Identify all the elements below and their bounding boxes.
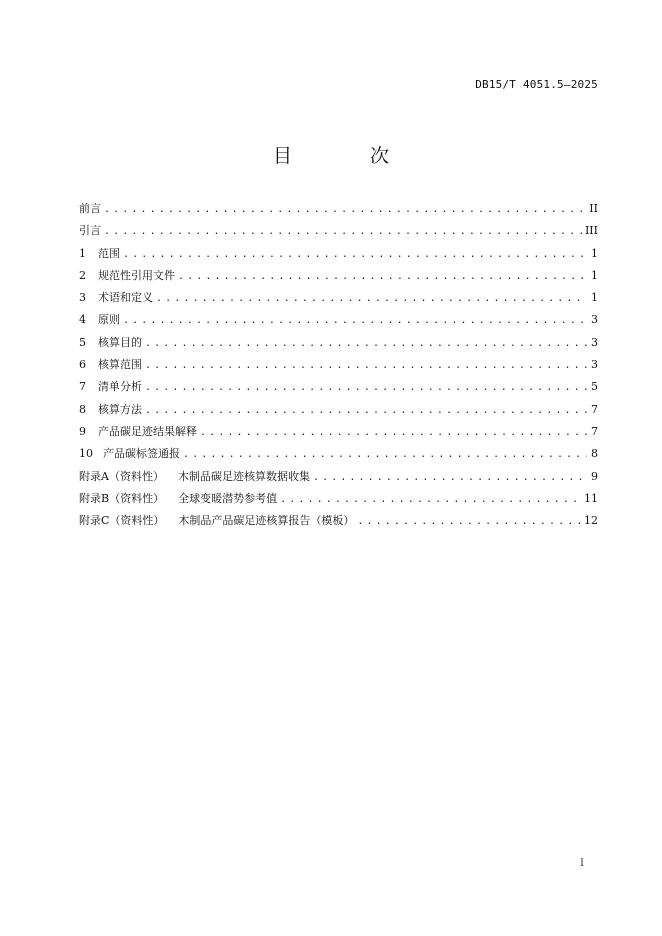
toc-entry-label: 核算范围 <box>98 358 142 372</box>
toc-leader-dots <box>123 246 587 264</box>
toc-entry-page: 1 <box>591 246 598 260</box>
toc-entry-label: 产品碳标签通报 <box>103 447 180 461</box>
toc-entry-5[interactable] <box>79 334 598 356</box>
toc-entry-label: 原则 <box>98 313 120 327</box>
toc-leader-dots <box>313 469 587 487</box>
toc-entry-label: 引言 <box>79 224 101 238</box>
toc-leader-dots <box>123 312 587 330</box>
toc-entry-page: 1 <box>591 291 598 305</box>
toc-entry-label: 核算目的 <box>98 335 142 349</box>
toc-entry-number: 7 <box>79 380 86 394</box>
toc-entry-page: 1 <box>591 268 598 282</box>
toc-entry-number: 4 <box>79 313 86 327</box>
toc-entry-page: III <box>584 224 598 238</box>
toc-leader-dots <box>145 379 587 397</box>
toc-entry-label: 附录A（资料性） <box>79 469 164 483</box>
toc-entry-page: 9 <box>591 469 598 483</box>
toc-entry-page: 7 <box>591 424 598 438</box>
toc-entry-10[interactable] <box>79 445 598 467</box>
toc-entry-subtitle: 木制品碳足迹核算数据收集 <box>177 469 310 483</box>
toc-entry-3[interactable] <box>79 289 598 311</box>
toc-entry-page: 8 <box>591 447 598 461</box>
document-code: DB15/T 4051.5—2025 <box>475 78 598 91</box>
toc-title: 目 次 <box>272 145 426 167</box>
toc-entry-subtitle: 木制品产品碳足迹核算报告（模板） <box>178 514 355 528</box>
toc-entry-label: 产品碳足迹结果解释 <box>98 424 197 438</box>
toc-entry-number: 8 <box>79 402 86 416</box>
toc-entry-appendix-c[interactable] <box>79 512 598 534</box>
toc-entry-7[interactable] <box>79 378 598 400</box>
toc-entry-2[interactable] <box>79 267 598 289</box>
toc-entry-number: 2 <box>79 268 86 282</box>
toc-entry-number: 5 <box>79 335 86 349</box>
page-number: I <box>580 858 584 869</box>
toc-entry-appendix-b[interactable] <box>79 490 598 512</box>
toc-leader-dots <box>145 335 587 353</box>
toc-entry-page: 3 <box>591 313 598 327</box>
toc-entry-label: 术语和定义 <box>98 291 153 305</box>
toc-entry-number: 6 <box>79 358 86 372</box>
toc-entry-label: 规范性引用文件 <box>98 268 175 282</box>
toc-entry-appendix-a[interactable] <box>79 468 598 490</box>
toc-entry-number: 9 <box>79 424 86 438</box>
toc-entry-6[interactable] <box>79 356 598 378</box>
toc-entry-page: 11 <box>584 491 598 505</box>
toc-leader-dots <box>145 402 587 420</box>
table-of-contents <box>79 200 598 534</box>
toc-leader-dots <box>104 201 586 219</box>
toc-entry-number: 1 <box>79 246 86 260</box>
toc-entry-label: 范围 <box>98 246 120 260</box>
toc-entry-label: 附录C（资料性） <box>79 514 165 528</box>
toc-leader-dots <box>178 268 587 286</box>
toc-entry-subtitle: 全球变暖潜势参考值 <box>178 491 278 505</box>
toc-leader-dots <box>156 290 587 308</box>
toc-leader-dots <box>104 223 582 241</box>
toc-entry-page: 5 <box>591 380 598 394</box>
toc-leader-dots <box>280 491 581 509</box>
toc-leader-dots <box>200 424 587 442</box>
toc-leader-dots <box>183 446 587 464</box>
toc-entry-label: 清单分析 <box>98 380 142 394</box>
toc-entry-page: 12 <box>584 514 598 528</box>
toc-entry-label: 附录B（资料性） <box>79 491 165 505</box>
toc-entry-introduction[interactable] <box>79 222 598 244</box>
toc-entry-4[interactable] <box>79 311 598 333</box>
toc-entry-number: 3 <box>79 291 86 305</box>
toc-entry-page: 3 <box>591 335 598 349</box>
toc-entry-page: 7 <box>591 402 598 416</box>
toc-leader-dots <box>357 513 581 531</box>
toc-leader-dots <box>145 357 587 375</box>
toc-entry-page: 3 <box>591 358 598 372</box>
toc-entry-page: II <box>589 202 598 215</box>
toc-entry-foreword[interactable] <box>79 200 598 222</box>
toc-entry-9[interactable] <box>79 423 598 445</box>
toc-entry-8[interactable] <box>79 401 598 423</box>
toc-entry-number: 10 <box>79 447 93 461</box>
toc-entry-label: 前言 <box>79 202 101 215</box>
toc-entry-label: 核算方法 <box>98 402 142 416</box>
toc-entry-1[interactable] <box>79 245 598 267</box>
